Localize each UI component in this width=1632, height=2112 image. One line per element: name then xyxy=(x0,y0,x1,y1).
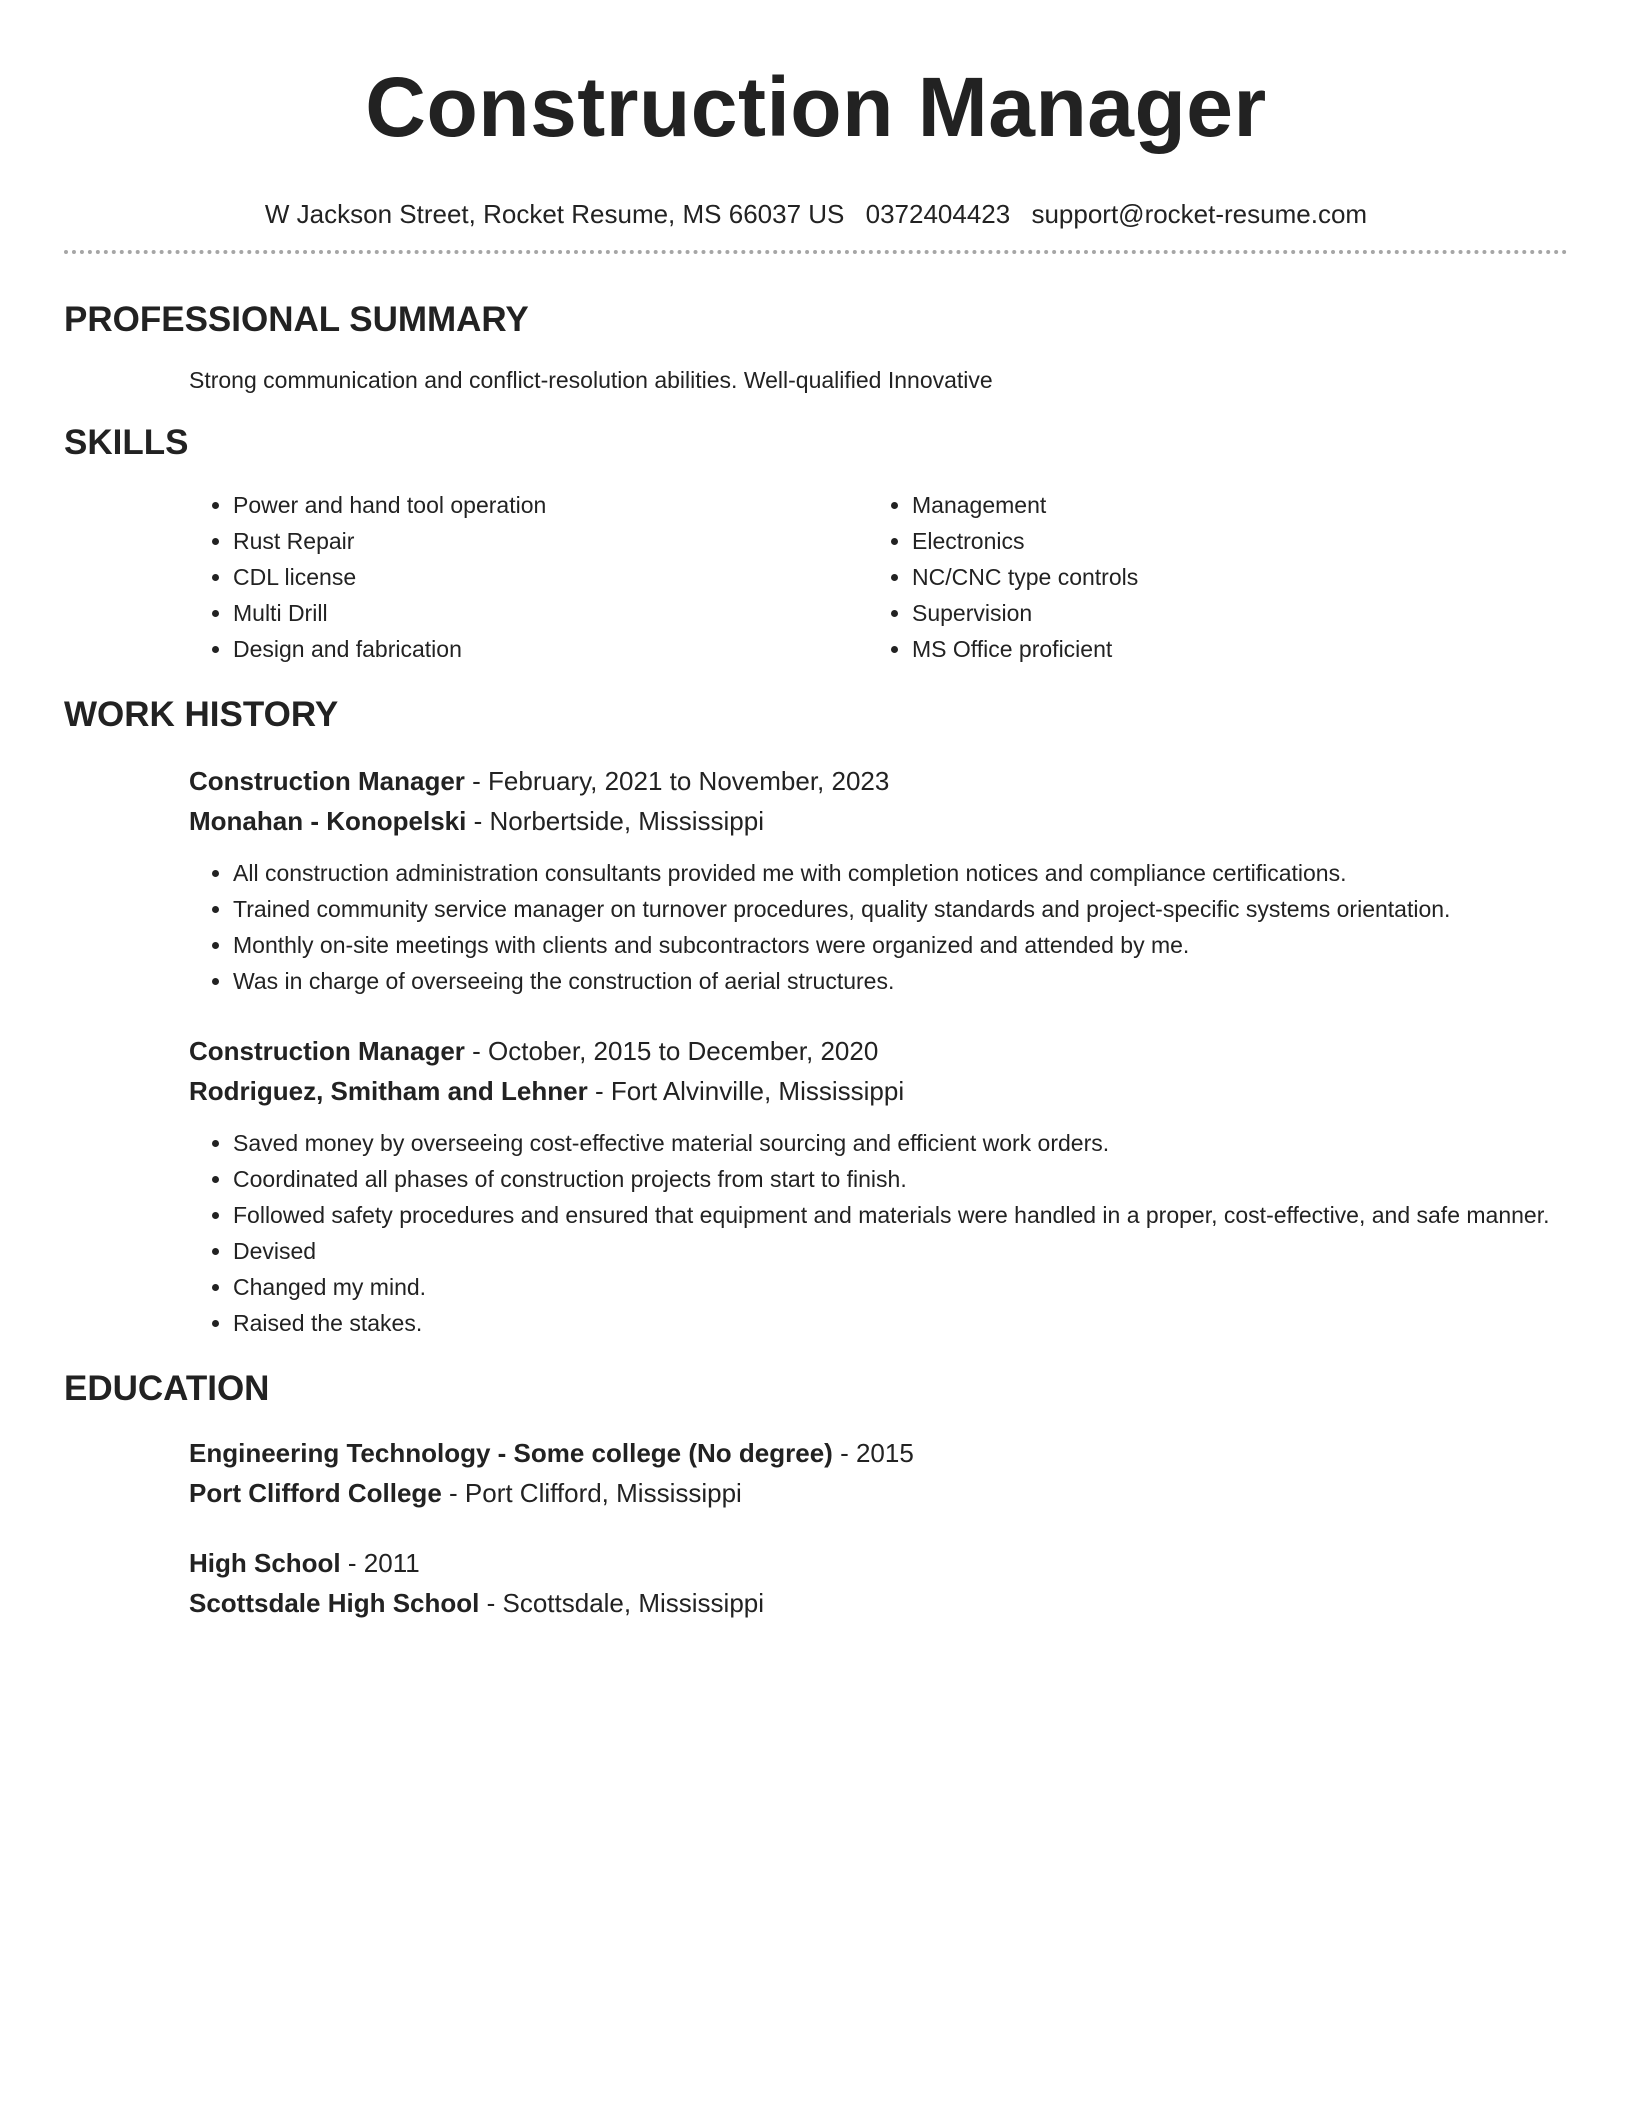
job-bullets xyxy=(189,855,1568,999)
job-company: Rodriguez, Smitham and Lehner xyxy=(189,1076,588,1106)
education-degree: High School xyxy=(189,1548,341,1578)
job-bullet: • Saved money by overseeing cost-effective material sourcing and efficient work orders. xyxy=(233,1125,1568,1161)
skills-column-left xyxy=(189,487,868,667)
job-location: Fort Alvinville, Mississippi xyxy=(610,1076,905,1106)
job-dates: February, 2021 to November, 2023 xyxy=(488,766,890,796)
job-role-line: Construction Manager - February, 2021 to November, 2023 xyxy=(189,766,890,796)
skills-column-right xyxy=(868,487,1512,667)
education-location: Scottsdale, Mississippi xyxy=(502,1588,765,1618)
job-dates: October, 2015 to December, 2020 xyxy=(488,1036,879,1066)
education-school: Scottsdale High School xyxy=(189,1588,480,1618)
section-title-skills: SKILLS xyxy=(64,423,189,462)
job-bullet: • Followed safety procedures and ensured that equipment and materials were handled in a proper, cost-effective, and safe manner. xyxy=(233,1197,1568,1233)
job-role: Construction Manager xyxy=(189,1036,465,1066)
education-year: 2011 xyxy=(363,1548,420,1578)
skills-list xyxy=(189,487,1568,667)
job-role-line: Construction Manager - October, 2015 to December, 2020 xyxy=(189,1036,879,1066)
section-title-education: EDUCATION xyxy=(64,1369,270,1408)
skill-item: • Rust Repair xyxy=(233,523,868,559)
skill-item: • Supervision xyxy=(912,595,1512,631)
job-company-line: Monahan - Konopelski - Norbertside, Mississippi xyxy=(189,806,764,836)
resume-page xyxy=(64,0,1568,1623)
education-degree-line: Engineering Technology - Some college (No degree) - 2015 xyxy=(189,1438,914,1468)
job-bullet: • Coordinated all phases of construction projects from start to finish. xyxy=(233,1161,1568,1197)
skill-item: • MS Office proficient xyxy=(912,631,1512,667)
education-school-line: Port Clifford College - Port Clifford, Mississippi xyxy=(189,1478,742,1508)
skill-item: • Multi Drill xyxy=(233,595,868,631)
job-bullet: • Was in charge of overseeing the construction of aerial structures. xyxy=(233,963,1568,999)
resume-name-title: Construction Manager xyxy=(365,60,1267,154)
skill-item: • CDL license xyxy=(233,559,868,595)
section-title-summary: PROFESSIONAL SUMMARY xyxy=(64,300,529,339)
skill-item: • Design and fabrication xyxy=(233,631,868,667)
contact-email: support@rocket-resume.com xyxy=(1031,199,1368,229)
job-entry xyxy=(189,761,1568,999)
job-role: Construction Manager xyxy=(189,766,465,796)
skill-item: • Power and hand tool operation xyxy=(233,487,868,523)
education-entry xyxy=(189,1543,1568,1623)
job-company-line: Rodriguez, Smitham and Lehner - Fort Alvinville, Mississippi xyxy=(189,1076,905,1106)
education-entry xyxy=(189,1433,1568,1513)
contact-info xyxy=(64,198,1568,230)
job-location: Norbertside, Mississippi xyxy=(489,806,764,836)
education-year: 2015 xyxy=(855,1438,914,1468)
job-bullets xyxy=(189,1125,1568,1341)
skill-item: • Management xyxy=(912,487,1512,523)
job-bullet: • Devised xyxy=(233,1233,1568,1269)
job-bullet: • Monthly on-site meetings with clients and subcontractors were organized and attended by me. xyxy=(233,927,1568,963)
job-company: Monahan - Konopelski xyxy=(189,806,467,836)
job-bullet: • Raised the stakes. xyxy=(233,1305,1568,1341)
job-bullet: • Trained community service manager on turnover procedures, quality standards and project-specific systems orientation. xyxy=(233,891,1568,927)
contact-address: W Jackson Street, Rocket Resume, MS 66037 US xyxy=(264,199,845,229)
summary-text: Strong communication and conflict-resolution abilities. Well-qualified Innovative xyxy=(189,367,993,393)
education-school-line: Scottsdale High School - Scottsdale, Mississippi xyxy=(189,1588,765,1618)
skill-item: • NC/CNC type controls xyxy=(912,559,1512,595)
job-bullet: • All construction administration consultants provided me with completion notices and compliance certifications. xyxy=(233,855,1568,891)
education-location: Port Clifford, Mississippi xyxy=(464,1478,742,1508)
education-school: Port Clifford College xyxy=(189,1478,442,1508)
job-entry xyxy=(189,1031,1568,1341)
education-degree: Engineering Technology - Some college (No degree) xyxy=(189,1438,833,1468)
job-bullet: • Changed my mind. xyxy=(233,1269,1568,1305)
contact-phone: 0372404423 xyxy=(865,199,1011,229)
section-title-work-history: WORK HISTORY xyxy=(64,695,339,734)
header-divider xyxy=(64,250,1568,254)
skill-item: • Electronics xyxy=(912,523,1512,559)
education-degree-line: High School - 2011 xyxy=(189,1548,420,1578)
